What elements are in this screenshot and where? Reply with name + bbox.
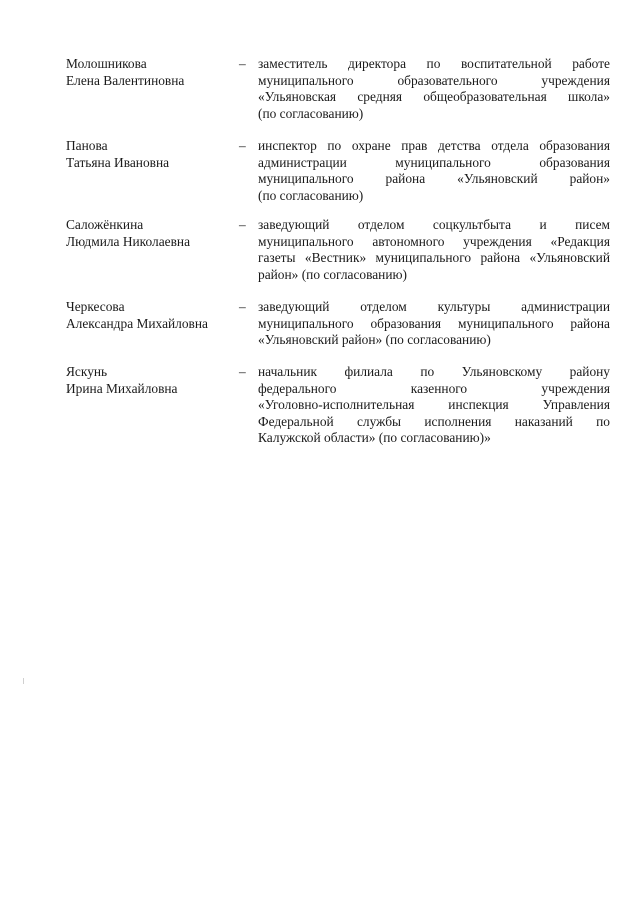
- position-line: заведующий отделом культуры администрации: [258, 299, 610, 314]
- position-line: начальник филиала по Ульяновскому району: [258, 364, 610, 379]
- position-line: район» (по согласованию): [258, 266, 407, 282]
- scan-artifact-mark: [23, 678, 24, 684]
- position-line: заместитель директора по воспитательной работе: [258, 56, 610, 71]
- member-name: [66, 56, 231, 89]
- member-given-names: Елена Валентиновна: [66, 72, 185, 88]
- member-given-names: Ирина Михайловна: [66, 380, 178, 396]
- member-given-names: Татьяна Ивановна: [66, 154, 170, 170]
- position-line: «Ульяновская средняя общеобразовательная школа»: [258, 89, 610, 104]
- position-line: (по согласованию): [258, 105, 364, 121]
- dash-separator: –: [239, 56, 246, 71]
- position-line: муниципального образования муниципального района: [258, 315, 610, 331]
- position-line: Федеральной службы исполнения наказаний по: [258, 413, 610, 429]
- member-surname: Панова: [66, 138, 108, 153]
- member-surname: Черкесова: [66, 299, 125, 314]
- position-line: муниципального района «Ульяновский район»: [258, 171, 610, 186]
- member-name: [66, 364, 231, 397]
- position-line: администрации муниципального образования: [258, 154, 610, 170]
- member-name: [66, 138, 231, 171]
- member-name: [66, 299, 231, 332]
- position-line: федерального казенного учреждения: [258, 380, 610, 396]
- member-position: [258, 364, 610, 447]
- position-line: «Уголовно-исполнительная инспекция Управления: [258, 397, 610, 412]
- dash-separator: –: [239, 299, 246, 314]
- member-position: [258, 299, 610, 349]
- position-line: газеты «Вестник» муниципального района «Ульяновский: [258, 250, 610, 265]
- dash-separator: –: [239, 138, 246, 153]
- member-surname: Саложёнкина: [66, 217, 144, 232]
- member-given-names: Людмила Николаевна: [66, 233, 191, 249]
- member-position: [258, 56, 610, 122]
- position-line: (по согласованию): [258, 187, 364, 203]
- position-line: заведующий отделом соцкультбыта и писем: [258, 217, 610, 232]
- member-surname: Молошникова: [66, 56, 147, 71]
- member-name: [66, 217, 231, 250]
- dash-separator: –: [239, 364, 246, 379]
- position-line: инспектор по охране прав детства отдела образования: [258, 138, 610, 153]
- member-given-names: Александра Михайловна: [66, 315, 208, 331]
- member-position: [258, 217, 610, 283]
- member-position: [258, 138, 610, 204]
- position-line: муниципального автономного учреждения «Редакция: [258, 233, 610, 249]
- position-line: муниципального образовательного учреждения: [258, 72, 610, 88]
- position-line: «Ульяновский район» (по согласованию): [258, 332, 491, 347]
- position-line: Калужской области» (по согласованию)»: [258, 430, 491, 445]
- member-surname: Яскунь: [66, 364, 108, 379]
- dash-separator: –: [239, 217, 246, 232]
